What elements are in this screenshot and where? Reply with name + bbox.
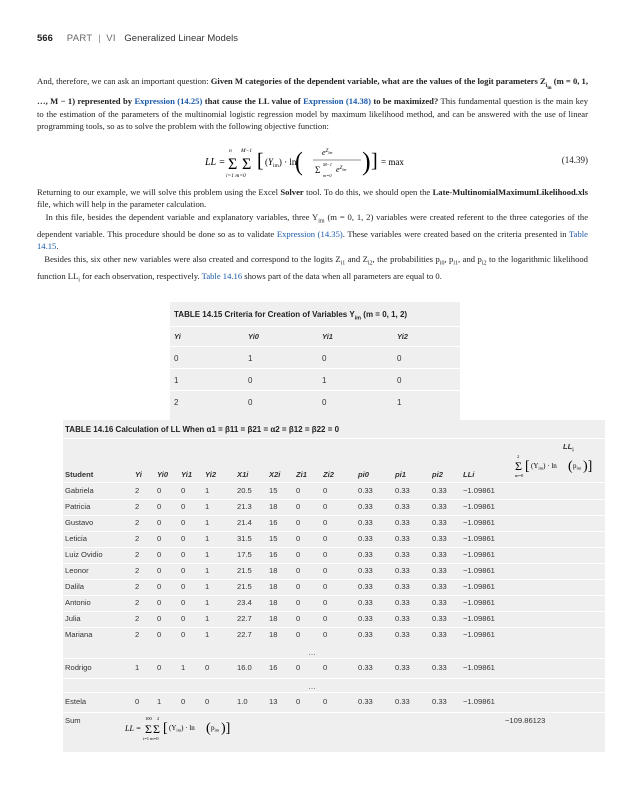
t15-cell: 0	[174, 354, 179, 363]
svg-text:m=0: m=0	[515, 473, 524, 478]
table-cell: 0	[323, 486, 328, 495]
table-cell: 0	[181, 550, 186, 559]
table-14-16: TABLE 14.16 Calculation of LL When α1 = β11 = β21 = α2 = β12 = β22 = 0 $LL_i$ Σ 2 m=0 [ $(Y_{im}) \cdot \ln$ ( $p_{im}$ )] Student Yi Yi0 Yi1 Yi2 X1i X2i Zi1 Zi2 pi0 pi1 pi2 LLi Gabriela 2 0 0 1 20.5 15 0 0 0.33 0.33 0.33 −1.09861 Patricia 2 0 0 1 21.3 18 0 0 0.33 0.33 0.33 −1.09861 Gustavo 2 0 0 1 21.4 16 0 0 0.33 0.33 0.33 −1.09861 Leticia 2 0 0 1 31.5 15 0 0 0.33 0.33 0.33 −1.09861 Luiz Ovidio 2 0 0 1 17.5 16 0 0 0.33 0.33 0.33 −1.09861 Leonor 2 0 0 1 21.5 18 0 0 0.33 0.33 0.33 −1.09861 Dalila 2 0 0 1 21.5 18 0 0 0.33 0.33 0.33 −1.09861 Antonio 2 0 0 1 23.4 18 0 0 0.33 0.33 0.33 −1.09861 Julia 2 0 0 1 22.7 18 0 0 0.33 0.33 0.33 −1.09861 Mariana 2 0 0 1 22.7 18 0 0 0.33 0.33 0.33 −1.09861 … Rodrigo 1 0 1 0 16.0 16 0 0 0.33 0.33 0.33 −1.09861 … Estela 0 1 0 0 1.0 13 0 0 0.33 0.33 0.33 −1.09861 Sum −109.86123 LL = Σ Σ 100 2 i=1 m=0 [ $(Y_{im}) \cdot \ln$ ( $p_{im}$ )]	[63, 420, 605, 752]
table-cell: 0	[296, 534, 301, 543]
table-cell: 2	[135, 614, 140, 623]
table-cell: 0.33	[395, 697, 410, 706]
link-table-14-16[interactable]: Table 14.16	[201, 270, 243, 281]
t16-header-lli-top: $LL_i$	[563, 442, 574, 454]
table-cell: 0.33	[432, 630, 447, 639]
table-cell: 0.33	[358, 566, 373, 575]
table-cell: 20.5	[237, 486, 252, 495]
table-cell: Estela	[65, 697, 87, 706]
table-cell: 2	[135, 630, 140, 639]
table-cell: 23.4	[237, 598, 252, 607]
svg-text:): )	[362, 147, 371, 176]
table-cell: 1	[205, 534, 210, 543]
table-cell: 0	[157, 550, 162, 559]
table-cell: 0.33	[395, 550, 410, 559]
table-cell: 0	[323, 502, 328, 511]
t15-cell: 1	[322, 376, 327, 385]
table-cell: 0	[323, 598, 328, 607]
table-cell: 0	[296, 663, 301, 672]
table-14-16-title: TABLE 14.16 Calculation of LL When α1 = β11 = β21 = α2 = β12 = β22 = 0	[65, 425, 340, 434]
table-cell: 1	[205, 582, 210, 591]
table-cell: 0.33	[358, 518, 373, 527]
table-cell: 0.33	[358, 630, 373, 639]
svg-text:Σ: Σ	[228, 156, 238, 173]
table-cell: Leonor	[65, 566, 89, 575]
table-cell: 21.5	[237, 582, 252, 591]
table-cell: 0.33	[395, 534, 410, 543]
table-cell: 0.33	[395, 598, 410, 607]
equation-formula	[205, 143, 455, 181]
table-cell: 0	[296, 486, 301, 495]
table-cell: −1.09861	[463, 614, 495, 623]
table-cell: 13	[269, 697, 278, 706]
t16-sum-value: −109.86123	[505, 716, 546, 725]
table-cell: 0	[181, 534, 186, 543]
svg-text:[: [	[525, 459, 530, 474]
svg-text:Σ: Σ	[515, 459, 522, 473]
table-cell: 0.33	[432, 486, 447, 495]
svg-text:(Yim) · ln: $(Y_{im}) \cdot \ln$	[169, 724, 195, 733]
table-cell: Mariana	[65, 630, 93, 639]
table-cell: 18	[269, 502, 278, 511]
t16-lli-formula	[513, 452, 603, 478]
table-cell: 0	[323, 518, 328, 527]
link-table-14-15[interactable]: Table 14.15	[37, 228, 588, 252]
table-cell: −1.09861	[463, 518, 495, 527]
table-cell: 0.33	[358, 550, 373, 559]
t15-cell: 0	[397, 354, 402, 363]
table-cell: 0	[296, 518, 301, 527]
svg-text:Σ: Σ	[315, 165, 321, 175]
link-expression-14-38[interactable]: Expression (14.38)	[303, 96, 371, 107]
table-cell: 1	[135, 663, 140, 672]
table-cell: −1.09861	[463, 534, 495, 543]
table-cell: 0	[157, 502, 162, 511]
chapter-title: Generalized Linear Models	[124, 33, 238, 44]
table-cell: 2	[135, 534, 140, 543]
table-cell: 0	[323, 534, 328, 543]
t15-header-yi1: Yi1	[322, 332, 333, 341]
svg-text:M−1: M−1	[323, 162, 333, 167]
table-cell: 0	[323, 566, 328, 575]
table-cell: −1.09861	[463, 502, 495, 511]
table-cell: −1.09861	[463, 486, 495, 495]
equation-rhs: = max	[381, 157, 404, 167]
t15-cell: 1	[397, 398, 402, 407]
table-cell: 15	[269, 534, 278, 543]
table-cell: 0.33	[358, 614, 373, 623]
table-cell: 0	[296, 598, 301, 607]
table-cell: Leticia	[65, 534, 87, 543]
table-cell: 0.33	[432, 663, 447, 672]
table-cell: Gabriela	[65, 486, 94, 495]
table-cell: 0	[157, 614, 162, 623]
svg-text:[: [	[257, 150, 264, 172]
table-cell: 0	[157, 534, 162, 543]
table-cell: 16	[269, 518, 278, 527]
table-cell: 0.33	[358, 502, 373, 511]
table-cell: 0.33	[432, 697, 447, 706]
table-cell: 2	[135, 550, 140, 559]
table-cell: 1	[205, 502, 210, 511]
table-cell: 0	[157, 566, 162, 575]
svg-text:Σ: Σ	[153, 722, 160, 736]
table-cell: 17.5	[237, 550, 252, 559]
svg-text:m=0: m=0	[323, 173, 332, 178]
table-cell: 0.33	[395, 630, 410, 639]
link-expression-14-25[interactable]: Expression (14.25)	[134, 96, 203, 107]
table-cell: 2	[135, 598, 140, 607]
svg-text:eZim: $e^Z_{im}$	[336, 165, 347, 174]
table-cell: 18	[269, 582, 278, 591]
table-cell: 0.33	[395, 566, 410, 575]
table-cell: 0.33	[395, 502, 410, 511]
svg-text:n: n	[229, 148, 232, 154]
table-cell: 0	[181, 598, 186, 607]
t16-sum-label: Sum	[65, 716, 81, 725]
table-cell: 0.33	[432, 566, 447, 575]
table-cell: 0	[181, 566, 186, 575]
svg-text:(: (	[295, 147, 303, 177]
table-cell: 16.0	[237, 663, 252, 672]
t15-cell: 1	[174, 376, 179, 385]
svg-text:LL =: LL =	[125, 724, 142, 733]
table-cell: 0	[323, 697, 328, 706]
table-cell: 0.33	[358, 663, 373, 672]
table-cell: −1.09861	[463, 582, 495, 591]
t16-header-student: Student	[65, 470, 94, 479]
table-cell: 0.33	[395, 582, 410, 591]
table-cell: −1.09861	[463, 697, 495, 706]
table-cell: 0	[296, 582, 301, 591]
table-cell: 0	[157, 663, 162, 672]
svg-text:(Yim) · ln: $(Y_{im}) \cdot \ln$	[531, 462, 557, 471]
table-cell: 0.33	[395, 518, 410, 527]
table-cell: 0	[296, 630, 301, 639]
t15-header-yi0: Yi0	[248, 332, 259, 341]
t15-cell: 0	[248, 398, 253, 407]
t15-cell: 0	[397, 376, 402, 385]
svg-text:)]: )]	[221, 721, 231, 736]
table-cell: 0	[296, 614, 301, 623]
table-cell: Rodrigo	[65, 663, 92, 672]
table-cell: 0.33	[432, 518, 447, 527]
t16-sum-formula	[123, 712, 243, 742]
svg-text:i=1 m=0: i=1 m=0	[226, 173, 246, 179]
svg-text:Σ: Σ	[242, 156, 252, 173]
table-cell: 16	[269, 550, 278, 559]
table-cell: 0	[181, 697, 186, 706]
table-cell: 22.7	[237, 630, 252, 639]
table-cell: 0.33	[432, 598, 447, 607]
svg-text:M−1: M−1	[241, 148, 253, 154]
t15-cell: 0	[322, 354, 327, 363]
table-cell: 0	[296, 502, 301, 511]
page-header: 566 PART | VI Generalized Linear Models	[37, 33, 238, 44]
svg-text:]: ]	[371, 150, 378, 172]
table-cell: 18	[269, 566, 278, 575]
svg-text:(: (	[568, 459, 573, 474]
svg-text:Σ: Σ	[145, 722, 152, 736]
t15-header-yi: Yi	[174, 332, 181, 341]
table-cell: Patricia	[65, 502, 91, 511]
equation-14-39	[205, 143, 588, 181]
table-cell: 21.3	[237, 502, 252, 511]
table-cell: 0	[323, 582, 328, 591]
table-cell: 2	[135, 566, 140, 575]
table-cell: 1	[205, 518, 210, 527]
table-cell: 1	[205, 486, 210, 495]
table-cell: 0	[157, 486, 162, 495]
table-cell: 0	[157, 598, 162, 607]
table-cell: 0.33	[358, 697, 373, 706]
svg-text:)]: )]	[583, 459, 593, 474]
table-cell: 0	[323, 630, 328, 639]
table-cell: 2	[135, 486, 140, 495]
table-cell: 0.33	[432, 502, 447, 511]
table-cell: 1	[181, 663, 186, 672]
table-cell: 1	[205, 598, 210, 607]
table-cell: 0.33	[395, 663, 410, 672]
table-cell: 21.4	[237, 518, 252, 527]
table-cell: 0.33	[432, 534, 447, 543]
table-cell: 1	[205, 630, 210, 639]
table-cell: 16	[269, 663, 278, 672]
table-cell: 1	[205, 566, 210, 575]
svg-text:2: 2	[517, 454, 520, 459]
table-cell: 0	[323, 550, 328, 559]
table-cell: 0.33	[358, 486, 373, 495]
table-cell: −1.09861	[463, 663, 495, 672]
table-cell: 0	[181, 518, 186, 527]
page-number: 566	[37, 33, 53, 44]
t15-cell: 2	[174, 398, 179, 407]
table-cell: 2	[135, 518, 140, 527]
table-cell: 0	[157, 582, 162, 591]
table-cell: −1.09861	[463, 550, 495, 559]
table-cell: Julia	[65, 614, 81, 623]
svg-text:100: 100	[145, 716, 152, 721]
part-label: PART	[66, 33, 93, 44]
svg-text:2: 2	[157, 716, 160, 721]
table-cell: 0	[157, 630, 162, 639]
table-cell: −1.09861	[463, 566, 495, 575]
table-cell: 0	[181, 582, 186, 591]
table-cell: 0.33	[432, 614, 447, 623]
paragraph-excel: Returning to our example, we will solve this problem using the Excel Solver tool. To do this, we should open the Late-MultinomialMaximumLikelihood.xls file, which will help in the parameter calculation. In this file, besides the dependent variable and explanatory variables, three $Y_{im}$ (m = 0, 1, 2) variables were created referent to the three categories of the dependent variable. This procedure should be done so as to validate Expression (14.35). These variables were created based on the criteria presented in Table 14.15. Besides this, six other new variables were also created and correspond to the logits $Z_{i1}$ and $Z_{i2}$, the probabilities $p_{i0}$, $p_{i1}$, and $p_{i2}$ to the logarithmic likelihood function $LL_i$ for each observation, respectively. Table 14.16 shows part of the data when all parameters are equal to 0.	[37, 187, 589, 284]
table-cell: 0	[323, 663, 328, 672]
svg-text:pim: $p_{im}$	[573, 462, 582, 471]
table-cell: 1	[205, 614, 210, 623]
equation-lhs: LL =	[205, 157, 226, 168]
table-cell: 0	[296, 697, 301, 706]
table-cell: 0	[181, 630, 186, 639]
t15-cell: 0	[322, 398, 327, 407]
t15-cell: 0	[248, 376, 253, 385]
table-cell: 0	[296, 550, 301, 559]
part-number: VI	[106, 33, 116, 44]
table-cell: 0	[181, 614, 186, 623]
paragraph-intro: And, therefore, we can ask an important question: Given M categories of the dependent variable, what are the values of the logit parameters $Z_{i_m}$ (m = 0, 1, …, M − 1) represented by Expression (14.25) that cause the LL value of Expression (14.38) to be maximized? This fundamental question is the main key to the estimation of the parameters of the multinomial logistic regression model by maximum likelihood method, and can be answered with the use of linear programming tools, so as to solve the problem with the following objective function:	[37, 76, 588, 132]
t15-cell: 1	[248, 354, 253, 363]
svg-text:(Yim) · ln: $(Y_{im}) \cdot \ln$	[265, 157, 297, 169]
table-cell: 1.0	[237, 697, 248, 706]
table-cell: 0.33	[358, 598, 373, 607]
table-cell: 0.33	[395, 614, 410, 623]
table-cell: 0	[296, 566, 301, 575]
table-cell: 1	[205, 550, 210, 559]
table-cell: 0	[135, 697, 140, 706]
table-cell: 0.33	[358, 534, 373, 543]
table-cell: −1.09861	[463, 630, 495, 639]
table-cell: 0	[181, 502, 186, 511]
table-cell: 15	[269, 486, 278, 495]
table-cell: Gustavo	[65, 518, 94, 527]
equation-number: (14.39)	[561, 155, 588, 165]
table-cell: 21.5	[237, 566, 252, 575]
table-cell: Antonio	[65, 598, 91, 607]
table-cell: 0.33	[432, 550, 447, 559]
table-cell: 0	[205, 697, 210, 706]
table-cell: 18	[269, 598, 278, 607]
table-cell: 0	[157, 518, 162, 527]
table-cell: 0	[181, 486, 186, 495]
table-cell: 2	[135, 502, 140, 511]
table-cell: 22.7	[237, 614, 252, 623]
table-14-15-title: TABLE 14.15 Criteria for Creation of Variables $Y_{im}$ (m = 0, 1, 2)	[174, 310, 408, 322]
table-cell: Luiz Ovidio	[65, 550, 103, 559]
svg-text:(: (	[206, 721, 211, 736]
t15-header-yi2: Yi2	[397, 332, 408, 341]
table-cell: 2	[135, 582, 140, 591]
table-cell: 31.5	[237, 534, 252, 543]
table-cell: 0.33	[358, 582, 373, 591]
svg-text:eZim: $e^Z_{im}$	[322, 148, 333, 157]
table-cell: 18	[269, 630, 278, 639]
svg-text:[: [	[163, 721, 168, 736]
table-cell: 1	[157, 697, 162, 706]
table-cell: 0.33	[432, 582, 447, 591]
table-cell: 0	[205, 663, 210, 672]
table-cell: 0.33	[395, 486, 410, 495]
table-cell: 0	[323, 614, 328, 623]
svg-text:i=1 m=0: i=1 m=0	[143, 736, 159, 741]
table-cell: 18	[269, 614, 278, 623]
table-cell: −1.09861	[463, 598, 495, 607]
table-cell: Dalila	[65, 582, 84, 591]
link-expression-14-35[interactable]: Expression (14.35)	[276, 228, 343, 239]
svg-text:pim: $p_{im}$	[211, 724, 220, 733]
